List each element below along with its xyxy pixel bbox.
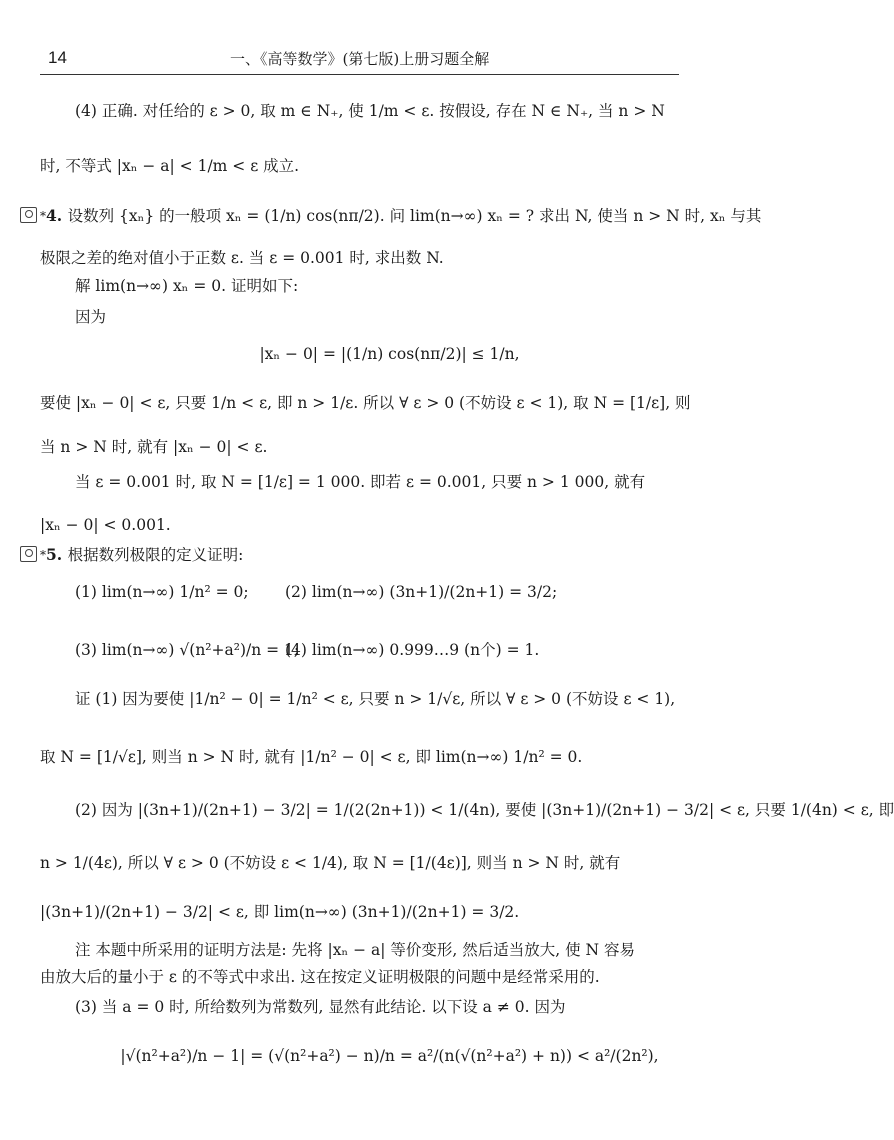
running-title: 一、《高等数学》(第七版)上册习题全解 xyxy=(230,50,490,68)
line-text: 要使 |xₙ − 0| < ε, 只要 1/n < ε, 即 n > 1/ε. 所以 ∀ ε > 0 (不妨设 ε < 1), 取 N = [1/ε], 则 xyxy=(40,394,691,412)
text-line xyxy=(40,747,582,767)
line-text: 极限之差的绝对值小于正数 ε. 当 ε = 0.001 时, 求出数 N. xyxy=(40,249,444,267)
exercise-number: 4. xyxy=(46,206,68,225)
line-text: 根据数列极限的定义证明: xyxy=(67,546,244,564)
text-line xyxy=(75,276,298,296)
text-line xyxy=(75,582,249,602)
text-line xyxy=(285,640,539,660)
text-line xyxy=(75,101,665,121)
text-line xyxy=(75,472,645,492)
text-line xyxy=(40,967,600,987)
line-text: (4) 正确. 对任给的 ε > 0, 取 m ∈ N₊, 使 1/m < ε. 按假设, 存在 N ∈ N₊, 当 n > N xyxy=(75,102,665,120)
text-line xyxy=(40,515,171,535)
text-line xyxy=(75,689,675,709)
text-line xyxy=(75,997,565,1017)
line-text: 由放大后的量小于 ε 的不等式中求出. 这在按定义证明极限的问题中是经常采用的. xyxy=(40,968,600,986)
text-line xyxy=(20,545,243,565)
text-line xyxy=(75,800,894,820)
line-text: |xₙ − 0| = |(1/n) cos(nπ/2)| ≤ 1/n, xyxy=(259,345,520,363)
text-line xyxy=(75,940,635,960)
line-text: 注 本题中所采用的证明方法是: 先将 |xₙ − a| 等价变形, 然后适当放大, 使 N 容易 xyxy=(75,941,636,959)
line-text: |xₙ − 0| < 0.001. xyxy=(40,516,171,534)
magnifier-icon xyxy=(20,207,37,223)
text-line xyxy=(40,156,299,176)
line-text: (2) 因为 |(3n+1)/(2n+1) − 3/2| = 1/(2(2n+1)) < 1/(4n), 要使 |(3n+1)/(2n+1) − 3/2| < ε, 只要 1/(4n) < ε, 即 xyxy=(75,801,894,819)
line-text: 时, 不等式 |xₙ − a| < 1/m < ε 成立. xyxy=(40,157,300,175)
line-text: (4) lim(n→∞) 0.999…9 (n个) = 1. xyxy=(285,641,540,659)
line-text: n > 1/(4ε), 所以 ∀ ε > 0 (不妨设 ε < 1/4), 取 N = [1/(4ε)], 则当 n > N 时, 就有 xyxy=(40,854,621,872)
line-text: 当 ε = 0.001 时, 取 N = [1/ε] = 1 000. 即若 ε = 0.001, 只要 n > 1 000, 就有 xyxy=(75,473,646,491)
line-text: |√(n²+a²)/n − 1| = (√(n²+a²) − n)/n = a²/(n(√(n²+a²) + n)) < a²/(2n²), xyxy=(120,1047,659,1065)
line-text: 当 n > N 时, 就有 |xₙ − 0| < ε. xyxy=(40,438,268,456)
line-text: (2) lim(n→∞) (3n+1)/(2n+1) = 3/2; xyxy=(285,583,558,601)
line-text: |(3n+1)/(2n+1) − 3/2| < ε, 即 lim(n→∞) (3n+1)/(2n+1) = 3/2. xyxy=(40,903,520,921)
text-line xyxy=(75,640,299,660)
text-line xyxy=(0,344,779,364)
line-text: (3) 当 a = 0 时, 所给数列为常数列, 显然有此结论. 以下设 a ≠ 0. 因为 xyxy=(75,998,566,1016)
exercise-number: 5. xyxy=(46,545,68,564)
line-text: 设数列 {xₙ} 的一般项 xₙ = (1/n) cos(nπ/2). 问 lim(n→∞) xₙ = ? 求出 N, 使当 n > N 时, xₙ 与其 xyxy=(67,207,762,225)
text-line xyxy=(75,307,106,327)
text-line xyxy=(0,1046,779,1066)
page-header xyxy=(40,40,679,75)
text-line xyxy=(40,393,691,413)
line-text: 因为 xyxy=(75,308,107,326)
line-text: 解 lim(n→∞) xₙ = 0. 证明如下: xyxy=(75,277,299,295)
starred-marker: * xyxy=(40,548,46,562)
starred-marker: * xyxy=(40,209,46,223)
magnifier-icon xyxy=(20,546,37,562)
line-text: 证 (1) 因为要使 |1/n² − 0| = 1/n² < ε, 只要 n > 1/√ε, 所以 ∀ ε > 0 (不妨设 ε < 1), xyxy=(75,690,676,708)
text-line xyxy=(20,206,761,226)
text-line xyxy=(40,248,444,268)
line-text: (1) lim(n→∞) 1/n² = 0; xyxy=(75,583,249,601)
text-line xyxy=(40,437,267,457)
page-number: 14 xyxy=(48,48,67,67)
text-line xyxy=(285,582,557,602)
line-text: (3) lim(n→∞) √(n²+a²)/n = 1; xyxy=(75,641,300,659)
line-text: 取 N = [1/√ε], 则当 n > N 时, 就有 |1/n² − 0| < ε, 即 lim(n→∞) 1/n² = 0. xyxy=(40,748,583,766)
text-line xyxy=(40,902,519,922)
text-line xyxy=(40,853,620,873)
